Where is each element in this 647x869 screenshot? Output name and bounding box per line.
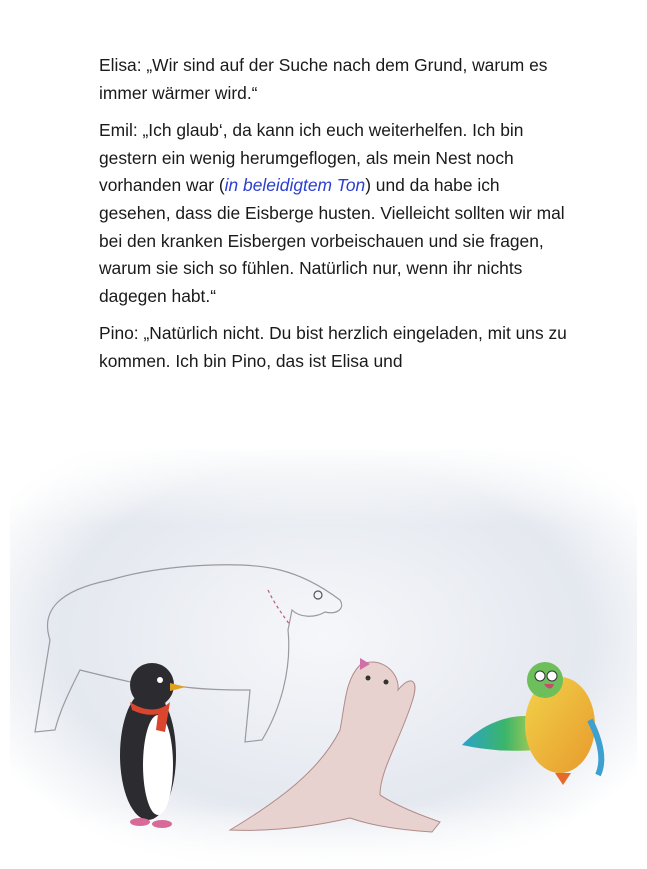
speaker-elisa: Elisa: xyxy=(99,55,142,75)
dialogue-emil-start: „Ich glaub‘, da kann ich euch weiterhelfen. Ich bin gestern ein wenig herumgeflogen, als mein Nest noch vorhanden war ( xyxy=(99,120,524,196)
story-text xyxy=(99,52,569,386)
stage-direction: in beleidigtem Ton xyxy=(224,175,366,196)
speaker-emil: Emil: xyxy=(99,120,138,141)
speaker-pino: Pino: xyxy=(99,323,139,344)
paragraph-emil xyxy=(99,117,569,310)
dialogue-elisa: „Wir sind auf der Suche nach dem Grund, warum es immer wärmer wird.“ xyxy=(99,55,548,103)
paragraph-elisa xyxy=(99,52,569,107)
dialogue-pino: „Natürlich nicht. Du bist herzlich eingeladen, mit uns zu kommen. Ich bin Pino, das ist Elisa und xyxy=(99,323,567,371)
paragraph-pino xyxy=(99,320,569,375)
dialogue-emil-end: ) und da habe ich gesehen, dass die Eisberge husten. Vielleicht sollten wir mal bei den kranken Eisbergen vorbeischauen und sie fragen, warum sie sich so fühlen. Natürlich nur, wenn ihr nichts dagegen habt.“ xyxy=(99,175,565,306)
story-illustration xyxy=(0,440,647,869)
